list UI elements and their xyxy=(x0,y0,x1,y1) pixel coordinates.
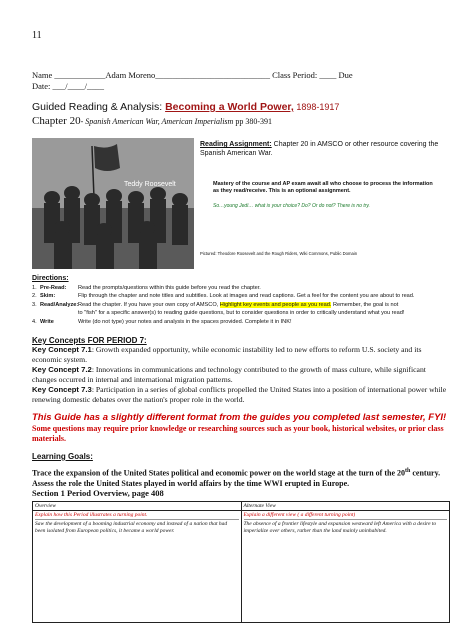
learning-goals-text: Trace the expansion of the United States political and economic power on the world stage at the turn of the 20th century. Assess the role the United States played in world affairs by the time WWI erupted in Europe. xyxy=(32,468,441,488)
section-heading: Section 1 Period Overview, page 408 xyxy=(32,488,164,498)
key-concept-item: Key Concept 7.1: Growth expanded opportunity, while economic instability led to new efforts to reform U.S. society and its economic system. xyxy=(32,345,422,364)
alternate-view-answer: The absence of a frontier lifestyle and expansion westward left America with a desire to imperialize over others, rather than the land mainly uninhabited. xyxy=(243,521,437,534)
direction-row: 3. Read/Analyze: Read the chapter. If you have your own copy of AMSCO, Highlight key events and people as you read. Remember, the goal is not xyxy=(32,301,399,308)
photo-credit: Pictured: Theodore Roosevelt and the Rough Riders, Wiki Commons, Public Domain xyxy=(200,251,358,256)
reading-assignment xyxy=(200,141,440,159)
page-number: 11 xyxy=(32,30,42,41)
alternate-view-prompt: Explain a different view ( a different turning point) xyxy=(244,512,448,520)
overview-answer: Saw the development of a booming industrial economy and instead of a nation that had been isolated from European politics, it became a world power. xyxy=(35,521,228,534)
chapter-label: Chapter 20 xyxy=(32,115,81,127)
direction-row: 4. Write Write (do not type) your notes and analysis in the spaces provided. Complete it in INK! xyxy=(32,318,292,325)
reading-assignment-text: Chapter 20 in AMSCO or other resource covering the Spanish American War. xyxy=(200,141,439,157)
key-concepts-heading: Key Concepts FOR PERIOD 7: xyxy=(32,336,147,345)
overview-cell[interactable] xyxy=(33,511,242,623)
overview-table xyxy=(32,501,450,623)
directions-heading: Directions: xyxy=(32,275,69,282)
title-prefix: Guided Reading & Analysis: xyxy=(32,101,166,113)
reading-assignment-label: Reading Assignment: xyxy=(200,141,272,148)
chapter-heading xyxy=(32,115,272,127)
title-dates: 1898-1917 xyxy=(293,102,340,112)
chapter-pages: pp 380-391 xyxy=(233,117,272,126)
format-notice: This Guide has a slightly different format from the guides you completed last semester, FYI! xyxy=(32,412,447,423)
rough-riders-photo xyxy=(32,138,194,269)
overview-prompt: Explain how this Period illustrates a turning point. xyxy=(35,512,239,520)
chapter-subtitle: - Spanish American War, American Imperialism xyxy=(80,117,234,126)
page-title xyxy=(32,101,339,113)
key-concept-item: Key Concept 7.2: Innovations in communications and technology contributed to the growth of mass culture, while significant changes occurred in internal and international migration patterns. xyxy=(32,365,426,384)
highlighted-instruction: Highlight key events and people as you read. xyxy=(219,301,332,308)
directions-list xyxy=(32,284,452,326)
alternate-view-cell[interactable] xyxy=(241,511,450,623)
learning-goals-heading: Learning Goals: xyxy=(32,452,93,461)
name-line: Name ____________Adam Moreno___________________________ Class Period: ____ Due xyxy=(32,70,353,80)
direction-row: to "fish" for a specific answer(s) to reading guide questions, but to consider questions in order to critically understand what you read! xyxy=(78,310,405,317)
direction-row: 1. Pre-Read: Read the prompts/questions within this guide before you read the chapter. xyxy=(32,285,261,291)
jedi-quote: So…young Jedi… what is your choice? Do? Or do not? There is no try. xyxy=(213,203,370,209)
overview-column-header: Overview xyxy=(33,502,242,511)
alternate-view-column-header: Alternate View xyxy=(241,502,450,511)
key-concepts-list xyxy=(32,345,447,405)
prior-knowledge-notice: Some questions may require prior knowledge or researching sources such as your book, historical websites, or prior class materials. xyxy=(32,424,444,443)
key-concept-item: Key Concept 7.3: Participation in a series of global conflicts propelled the United States into a position of international power while renewing domestic debates over the nation's proper role in the world. xyxy=(32,385,447,404)
photo-caption: Teddy Roosevelt xyxy=(124,181,176,188)
direction-row: 2. Skim: Flip through the chapter and note titles and subtitles. Look at images and read captions. Get a feel for the content you are about to read. xyxy=(32,293,415,300)
mastery-note: Mastery of the course and AP exam await all who choose to process the information as they read/receive. This is an optional assignment. xyxy=(213,181,433,195)
date-line: Date: ___/____/____ xyxy=(32,81,105,91)
title-main: Becoming a World Power, xyxy=(165,101,294,113)
